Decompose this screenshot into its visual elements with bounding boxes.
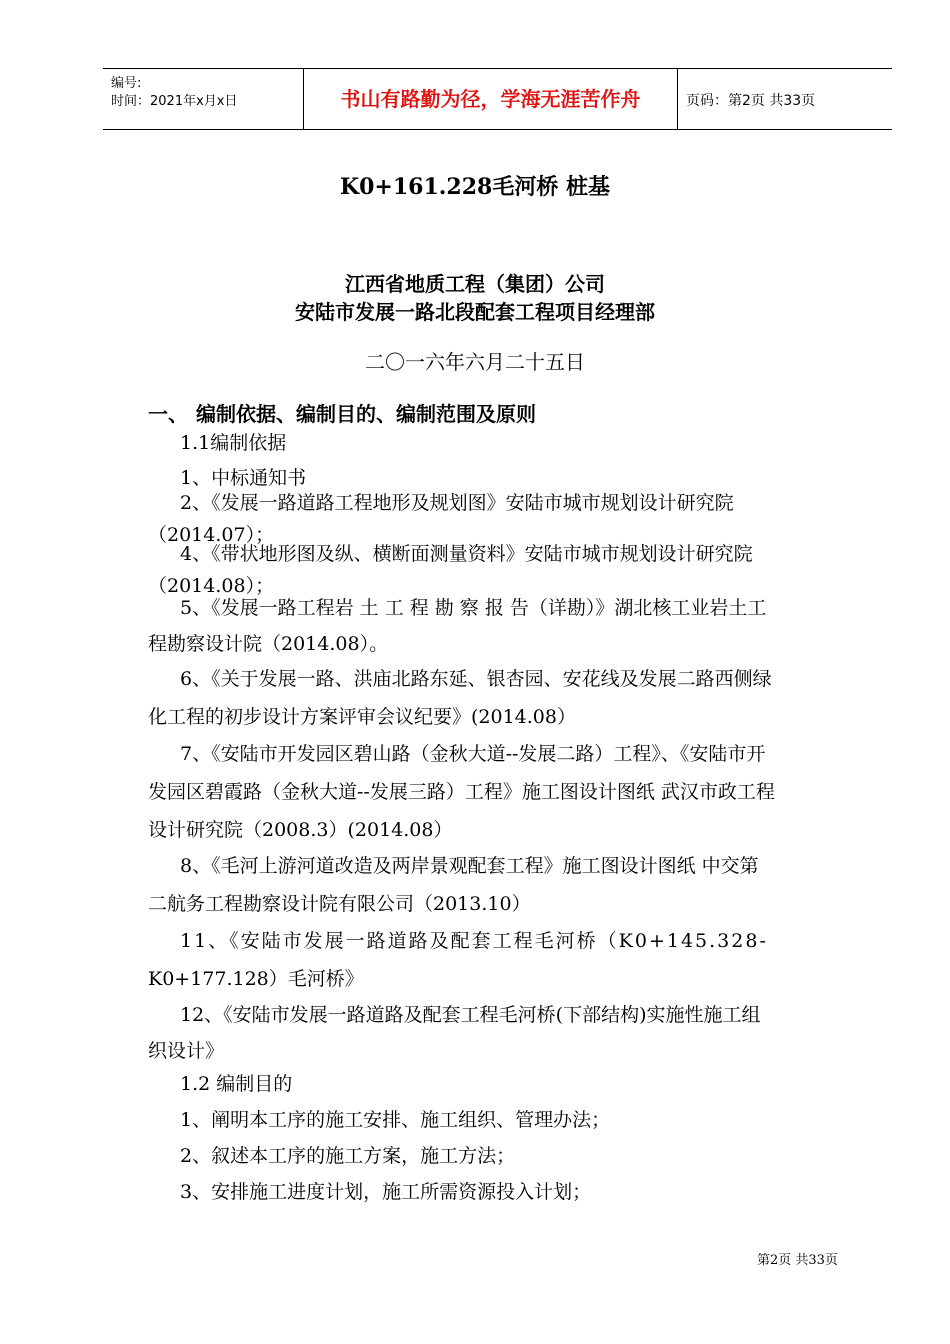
- basis-item-8: [148, 847, 860, 923]
- section-number: 一、: [148, 402, 188, 426]
- basis-item-4-line-1: 4、《带状地形图及纵、横断面测量资料》安陆市城市规划设计研究院: [180, 543, 753, 565]
- motto: 书山有路勤为径，学海无涯苦作舟: [304, 69, 678, 129]
- basis-item-8-line-2: 二航务工程勘察设计院有限公司（2013.10）: [148, 893, 531, 915]
- goal-item-1: 1、阐明本工序的施工安排、施工组织、管理办法；: [180, 1109, 611, 1131]
- basis-item-5: [148, 590, 860, 662]
- time-label: 时间：2021年x月x日: [111, 94, 238, 109]
- basis-item-1: 1、中标通知书: [180, 467, 307, 489]
- basis-item-8-line-1: 8、《毛河上游河道改造及两岸景观配套工程》施工图设计图纸 中交第: [180, 855, 759, 877]
- organization-line-1: 江西省地质工程（集团）公司: [345, 272, 605, 296]
- basis-item-11-line-1: 11、《安陆市发展一路道路及配套工程毛河桥（K0+145.328-: [180, 930, 768, 952]
- organization-line-2: 安陆市发展一路北段配套工程项目经理部: [295, 300, 655, 324]
- number-label: 编号:: [111, 76, 142, 91]
- basis-item-5-line-1: 5、《发展一路工程岩 土 工 程 勘 察 报 告（详勘）》湖北核工业岩土工: [180, 597, 767, 619]
- basis-item-2-line-1: 2、《发展一路道路工程地形及规划图》安陆市城市规划设计研究院: [180, 492, 734, 514]
- basis-item-7-line-1: 7、《安陆市开发园区碧山路（金秋大道--发展二路）工程》、《安陆市开: [180, 743, 766, 765]
- basis-item-12: [148, 997, 860, 1069]
- basis-item-7-line-3: 设计研究院（2008.3）(2014.08）: [148, 819, 453, 841]
- basis-item-11-line-2: K0+177.128）毛河桥》: [148, 968, 364, 990]
- basis-item-4-line-2: （2014.08）；: [148, 575, 275, 597]
- goal-item-2: 2、叙述本工序的施工方案，施工方法；: [180, 1145, 516, 1167]
- basis-item-5-line-2: 程勘察设计院（2014.08）。: [148, 633, 389, 655]
- basis-item-2-line-2: （2014.07）；: [148, 524, 275, 546]
- basis-item-6: [148, 660, 860, 736]
- document-date: 二〇一六年六月二十五日: [365, 350, 585, 374]
- goal-item-3: 3、安排施工进度计划，施工所需资源投入计划；: [180, 1181, 592, 1203]
- basis-item-12-line-1: 12、《安陆市发展一路道路及配套工程毛河桥(下部结构)实施性施工组: [180, 1004, 761, 1026]
- subheading-1-2: 1.2 编制目的: [180, 1073, 293, 1095]
- section-title: 编制依据、编制目的、编制范围及原则: [196, 402, 536, 426]
- basis-item-11: [148, 922, 860, 998]
- subheading-1-1: 1.1编制依据: [180, 432, 287, 454]
- page-footer: 第2页 共33页: [757, 1253, 838, 1268]
- basis-item-6-line-1: 6、《关于发展一路、洪庙北路东延、银杏园、安花线及发展二路西侧绿: [180, 668, 772, 690]
- basis-item-6-line-2: 化工程的初步设计方案评审会议纪要》(2014.08）: [148, 706, 576, 728]
- section-heading: [148, 398, 536, 427]
- document-title: K0+161.228毛河桥 桩基: [339, 174, 611, 200]
- page-label: 页码：第2页 共33页: [686, 93, 816, 109]
- page-header: [103, 68, 892, 130]
- basis-item-12-line-2: 织设计》: [148, 1040, 225, 1062]
- basis-item-7: [148, 735, 860, 849]
- header-meta-cell: [103, 69, 304, 129]
- basis-item-7-line-2: 发园区碧霞路（金秋大道--发展三路）工程》施工图设计图纸 武汉市政工程: [148, 781, 775, 803]
